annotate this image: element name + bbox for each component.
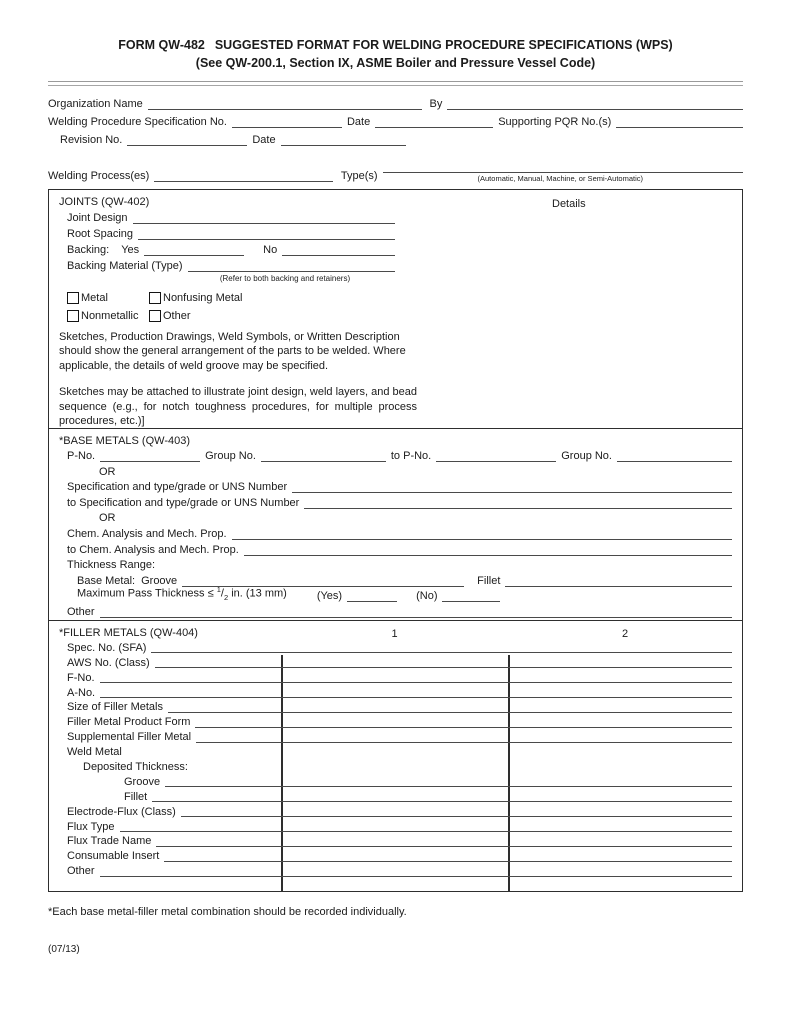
types-label: Type(s) bbox=[340, 169, 378, 182]
a-no-label: A-No. bbox=[67, 686, 96, 699]
max-pass-yes-field-line[interactable] bbox=[347, 592, 397, 602]
revision-mark: (07/13) bbox=[48, 943, 80, 955]
main-form-box bbox=[48, 189, 743, 892]
filler-metals-section bbox=[49, 620, 742, 891]
organization-row bbox=[48, 98, 743, 111]
filler-row-deposited-thickness bbox=[59, 761, 732, 774]
base-metals-section bbox=[49, 428, 742, 620]
consumable-insert-field-line[interactable] bbox=[164, 852, 732, 862]
or-label-2: OR bbox=[99, 512, 116, 525]
filler-row-flux-trade-name bbox=[59, 835, 732, 848]
backing-yes-field-line[interactable] bbox=[144, 246, 244, 256]
to-chem-field-line[interactable] bbox=[244, 546, 732, 556]
form-number: FORM QW-482 bbox=[118, 38, 205, 52]
backing-row bbox=[59, 244, 395, 257]
filler-row-size bbox=[59, 701, 732, 714]
base-metal-label: Base Metal: bbox=[77, 574, 136, 587]
filler-row-fillet bbox=[59, 791, 732, 804]
chem-field-line[interactable] bbox=[232, 530, 732, 540]
supporting-pqr-field-line[interactable] bbox=[616, 118, 743, 128]
to-spec-uns-row bbox=[59, 497, 732, 510]
filler-row-product-form bbox=[59, 716, 732, 729]
welding-processes-field-line[interactable] bbox=[154, 172, 333, 182]
spec-no-sfa-field-line[interactable] bbox=[151, 643, 732, 653]
revision-date-label: Date bbox=[252, 133, 276, 146]
max-pass-no-label: (No) bbox=[416, 590, 438, 603]
checkbox-row-2 bbox=[67, 310, 732, 322]
group-no-2-label: Group No. bbox=[561, 450, 612, 463]
joint-design-field-line[interactable] bbox=[133, 214, 395, 224]
form-title-text: SUGGESTED FORMAT FOR WELDING PROCEDURE SPECIFICATIONS (WPS) bbox=[214, 38, 673, 52]
joints-section-title: JOINTS (QW-402) bbox=[59, 195, 150, 208]
spec-uns-row bbox=[59, 481, 732, 494]
joint-design-label: Joint Design bbox=[67, 211, 128, 224]
group-no-label: Group No. bbox=[205, 450, 256, 463]
deposited-fillet-label: Fillet bbox=[124, 790, 148, 803]
filler-metal-product-form-field-line[interactable] bbox=[195, 718, 732, 728]
revision-row bbox=[60, 134, 743, 147]
max-pass-yes-label: (Yes) bbox=[316, 590, 343, 603]
consumable-insert-label: Consumable Insert bbox=[67, 850, 160, 863]
to-chem-row bbox=[59, 544, 732, 557]
form-title-block bbox=[48, 38, 743, 70]
checkbox-item-other bbox=[149, 310, 191, 322]
f-no-label: F-No. bbox=[67, 671, 95, 684]
supplemental-filler-metal-field-line[interactable] bbox=[196, 733, 732, 743]
filler-row-spec-no bbox=[59, 642, 732, 655]
nonmetallic-checkbox-label: Nonmetallic bbox=[81, 309, 139, 322]
electrode-flux-class-label: Electrode-Flux (Class) bbox=[67, 805, 176, 818]
max-pass-no-field-line[interactable] bbox=[442, 592, 500, 602]
a-no-field-line[interactable] bbox=[100, 688, 732, 698]
joints-section bbox=[49, 190, 742, 428]
base-metals-other-field-line[interactable] bbox=[100, 608, 732, 618]
size-of-filler-metals-field-line[interactable] bbox=[168, 703, 732, 713]
deposited-fillet-field-line[interactable] bbox=[152, 792, 732, 802]
base-metals-other-row bbox=[59, 606, 732, 619]
form-subtitle: (See QW-200.1, Section IX, ASME Boiler and Pressure Vessel Code) bbox=[195, 56, 596, 70]
joint-design-row bbox=[59, 212, 395, 225]
or-row-1 bbox=[59, 466, 732, 479]
backing-material-field-line[interactable] bbox=[188, 262, 395, 272]
revision-number-field-line[interactable] bbox=[127, 136, 247, 146]
group-no-2-field-line[interactable] bbox=[617, 452, 732, 462]
filler-row-supplemental bbox=[59, 731, 732, 744]
form-title bbox=[48, 38, 743, 52]
nonfusing-metal-checkbox-label: Nonfusing Metal bbox=[163, 291, 243, 304]
flux-trade-name-field-line[interactable] bbox=[156, 837, 732, 847]
wps-number-label: Welding Procedure Specification No. bbox=[48, 115, 227, 128]
filler-metal-product-form-label: Filler Metal Product Form bbox=[67, 716, 191, 729]
metal-checkbox[interactable] bbox=[67, 292, 79, 304]
backing-material-row bbox=[59, 260, 395, 273]
checkbox-item-metal bbox=[67, 292, 149, 304]
other-checkbox-label: Other bbox=[163, 309, 191, 322]
p-no-label: P-No. bbox=[67, 450, 96, 463]
to-chem-label: to Chem. Analysis and Mech. Prop. bbox=[67, 543, 239, 556]
date-label: Date bbox=[346, 115, 371, 128]
filler-column-2-header: 2 bbox=[621, 627, 629, 640]
filler-other-label: Other bbox=[67, 865, 95, 878]
or-label-1: OR bbox=[99, 465, 116, 478]
base-metals-section-title: *BASE METALS (QW-403) bbox=[59, 434, 191, 447]
welding-processes-label: Welding Process(es) bbox=[48, 169, 150, 182]
other-checkbox[interactable] bbox=[149, 310, 161, 322]
spec-uns-field-line[interactable] bbox=[292, 483, 732, 493]
chem-label: Chem. Analysis and Mech. Prop. bbox=[67, 528, 227, 541]
filler-row-aws-no bbox=[59, 657, 732, 670]
by-field-line[interactable] bbox=[447, 100, 743, 110]
supporting-pqr-label: Supporting PQR No.(s) bbox=[498, 115, 612, 128]
spec-uns-label: Specification and type/grade or UNS Number bbox=[67, 481, 288, 494]
filler-row-electrode-flux bbox=[59, 806, 732, 819]
group-no-field-line[interactable] bbox=[261, 452, 386, 462]
nonfusing-metal-checkbox[interactable] bbox=[149, 292, 161, 304]
footnote: *Each base metal-filler metal combination should be recorded individually. bbox=[48, 905, 407, 918]
joints-paragraph-2: Sketches may be attached to illustrate joint design, weld layers, and bead sequence (e.g., for notch toughness procedures, for multiple process procedures, etc.)] bbox=[59, 386, 417, 428]
wps-number-field-line[interactable] bbox=[232, 118, 342, 128]
filler-row-a-no bbox=[59, 687, 732, 700]
aws-no-class-field-line[interactable] bbox=[155, 658, 732, 668]
welding-process-row bbox=[48, 170, 743, 183]
spec-no-sfa-label: Spec. No. (SFA) bbox=[67, 641, 147, 654]
organization-name-field-line[interactable] bbox=[148, 100, 422, 110]
filler-row-groove bbox=[59, 776, 732, 789]
fillet-field-line[interactable] bbox=[505, 577, 732, 587]
max-pass-thickness-label: Maximum Pass Thickness ≤ $^1/_2$ in. (13 mm) bbox=[77, 584, 287, 602]
filler-row-consumable-insert bbox=[59, 850, 732, 863]
thickness-range-label: Thickness Range: bbox=[67, 559, 156, 572]
nonmetallic-checkbox[interactable] bbox=[67, 310, 79, 322]
filler-column-1-header: 1 bbox=[391, 627, 398, 640]
thickness-range-row bbox=[59, 559, 732, 572]
checkbox-item-nonfusing-metal bbox=[149, 292, 243, 304]
joints-paragraph-1: Sketches, Production Drawings, Weld Symbols, or Written Description should show the general arrangement of the parts to be welded. Where applicable, the details of weld groove may be specified. bbox=[59, 330, 406, 372]
wps-number-row bbox=[48, 116, 743, 129]
checkbox-row-1 bbox=[67, 292, 732, 304]
or-row-2 bbox=[59, 512, 732, 525]
p-no-row bbox=[59, 450, 732, 463]
weld-metal-label: Weld Metal bbox=[67, 746, 122, 759]
aws-no-class-label: AWS No. (Class) bbox=[67, 656, 150, 669]
revision-number-label: Revision No. bbox=[60, 133, 123, 146]
date-field-line[interactable] bbox=[375, 118, 493, 128]
groove-label: Groove bbox=[141, 574, 178, 587]
types-annotation: (Automatic, Manual, Machine, or Semi-Automatic) bbox=[477, 173, 643, 183]
electrode-flux-class-field-line[interactable] bbox=[181, 807, 732, 817]
backing-label: Backing: bbox=[67, 243, 110, 256]
root-spacing-field-line[interactable] bbox=[138, 230, 395, 240]
title-divider-rule bbox=[48, 81, 743, 86]
base-metals-other-label: Other bbox=[67, 606, 95, 619]
supplemental-filler-metal-label: Supplemental Filler Metal bbox=[67, 731, 192, 744]
to-spec-uns-label: to Specification and type/grade or UNS Number bbox=[67, 496, 300, 509]
p-no-field-line[interactable] bbox=[100, 452, 200, 462]
by-label: By bbox=[429, 97, 443, 110]
backing-yes-label: Yes bbox=[121, 243, 140, 256]
to-p-no-field-line[interactable] bbox=[436, 452, 556, 462]
fillet-label: Fillet bbox=[477, 574, 501, 587]
types-field-line[interactable] bbox=[383, 163, 743, 173]
root-spacing-row bbox=[59, 228, 395, 241]
types-field-group bbox=[378, 163, 743, 183]
max-pass-thickness-row bbox=[59, 584, 732, 603]
chem-row bbox=[59, 528, 732, 541]
details-label: Details bbox=[552, 197, 586, 210]
flux-type-label: Flux Type bbox=[67, 820, 115, 833]
filler-row-other bbox=[59, 865, 732, 878]
backing-no-label: No bbox=[263, 243, 278, 256]
deposited-groove-field-line[interactable] bbox=[165, 777, 732, 787]
revision-date-field-line[interactable] bbox=[281, 136, 406, 146]
filler-row-flux-type bbox=[59, 821, 732, 834]
filler-metals-section-title: *FILLER METALS (QW-404) bbox=[59, 626, 198, 639]
to-p-no-label: to P-No. bbox=[390, 450, 432, 463]
root-spacing-label: Root Spacing bbox=[67, 227, 134, 240]
deposited-thickness-label: Deposited Thickness: bbox=[83, 761, 188, 774]
to-spec-uns-field-line[interactable] bbox=[304, 499, 732, 509]
backing-no-field-line[interactable] bbox=[282, 246, 395, 256]
f-no-field-line[interactable] bbox=[100, 673, 733, 683]
deposited-groove-label: Groove bbox=[124, 775, 161, 788]
filler-row-f-no bbox=[59, 672, 732, 685]
flux-trade-name-label: Flux Trade Name bbox=[67, 835, 152, 848]
filler-other-field-line[interactable] bbox=[100, 867, 732, 877]
backing-material-annotation: (Refer to both backing and retainers) bbox=[219, 273, 351, 283]
filler-row-weld-metal bbox=[59, 746, 732, 759]
form-content bbox=[48, 0, 743, 955]
organization-name-label: Organization Name bbox=[48, 97, 143, 110]
flux-type-field-line[interactable] bbox=[120, 822, 733, 832]
checkbox-item-nonmetallic bbox=[67, 310, 149, 322]
size-of-filler-metals-label: Size of Filler Metals bbox=[67, 701, 163, 714]
metal-checkbox-label: Metal bbox=[81, 291, 108, 304]
backing-material-label: Backing Material (Type) bbox=[67, 259, 183, 272]
